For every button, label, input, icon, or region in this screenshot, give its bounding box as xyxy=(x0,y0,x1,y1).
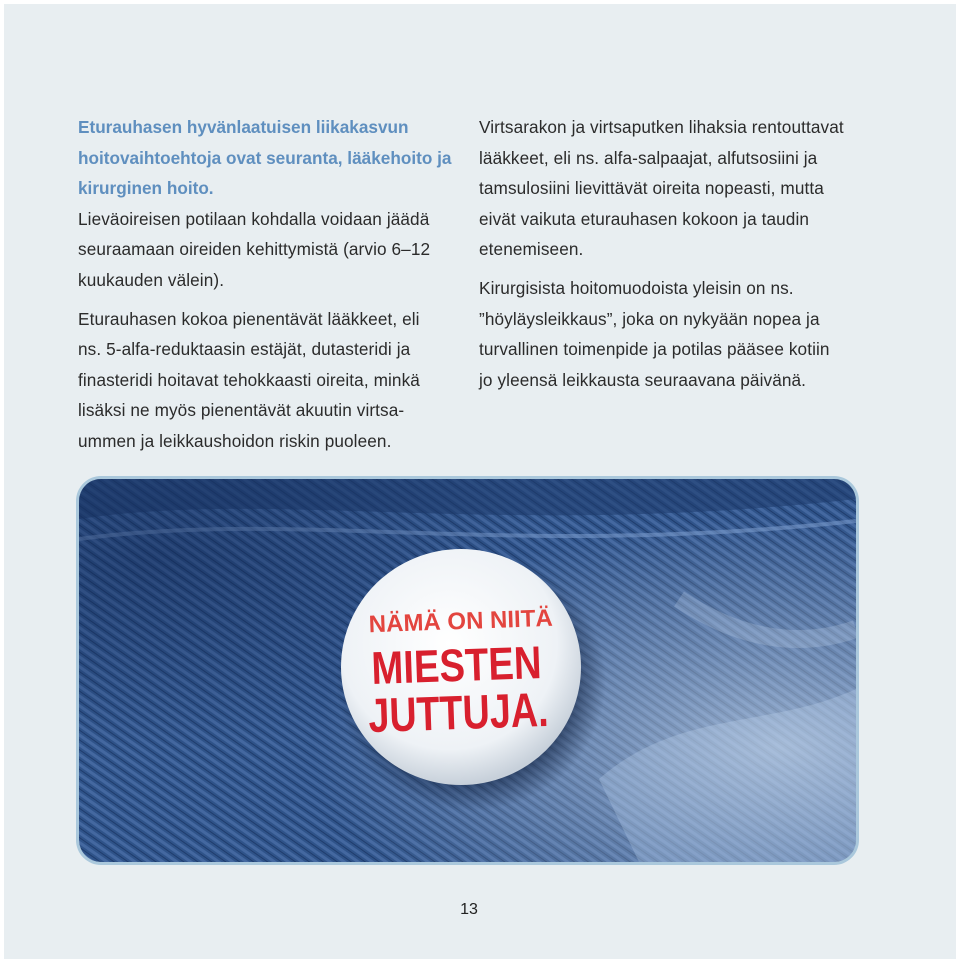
text-line: Eturauhasen hyvänlaatuisen liikakasvun xyxy=(78,117,409,137)
paragraph xyxy=(479,273,879,395)
paragraph xyxy=(479,112,879,265)
text-line: ummen ja leikkaushoidon riskin puoleen. xyxy=(78,430,392,451)
text-line: Virtsarakon ja virtsaputken lihaksia rentouttavat xyxy=(479,117,844,137)
text-line: finasteridi hoitavat tehokkaasti oireita, minkä xyxy=(78,369,420,390)
page xyxy=(4,4,956,959)
badge-text-line3: JUTTUJA. xyxy=(367,682,599,744)
text-line: Lieväoireisen potilaan kohdalla voidaan jäädä xyxy=(78,208,430,229)
text-line: eivät vaikuta eturauhasen kokoon ja taudin xyxy=(479,208,810,229)
badge-text-line2: MIESTEN xyxy=(370,634,577,694)
text-line: turvallinen toimenpide ja potilas pääsee kotiin xyxy=(479,339,830,360)
text-line: Kirurgisista hoitomuodoista yleisin on ns. xyxy=(479,277,794,298)
left-column xyxy=(78,112,468,465)
right-column xyxy=(479,112,879,403)
paragraph xyxy=(78,304,468,457)
denim-badge-photo xyxy=(79,479,856,862)
text-line: hoitovaihtoehtoja ovat seuranta, lääkehoito ja xyxy=(78,147,452,168)
text-line: jo yleensä leikkausta seuraavana päivänä. xyxy=(479,369,807,390)
lead-paragraph xyxy=(78,112,468,204)
paragraph xyxy=(78,204,468,296)
text-line: lääkkeet, eli ns. alfa-salpaajat, alfutsosiini ja xyxy=(479,147,818,168)
text-line: ”höyläysleikkaus”, joka on nykyään nopea ja xyxy=(479,308,820,329)
text-line: tamsulosiini lievittävät oireita nopeasti, mutta xyxy=(479,178,824,199)
text-line: Eturauhasen kokoa pienentävät lääkkeet, eli xyxy=(78,308,420,329)
photo-illustration xyxy=(79,479,856,862)
badge-text-line1: NÄMÄ ON NIITÄ xyxy=(368,604,554,639)
text-line: kirurginen hoito. xyxy=(78,178,214,199)
text-line: ns. 5-alfa-reduktaasin estäjät, dutasteridi ja xyxy=(78,339,411,360)
text-line: etenemiseen. xyxy=(479,239,584,260)
text-line: seuraamaan oireiden kehittymistä (arvio 6–12 xyxy=(78,239,431,260)
text-line: lisäksi ne myös pienentävät akuutin virtsa- xyxy=(78,400,405,421)
text-line: kuukauden välein). xyxy=(78,269,225,290)
page-number: 13 xyxy=(460,901,478,918)
